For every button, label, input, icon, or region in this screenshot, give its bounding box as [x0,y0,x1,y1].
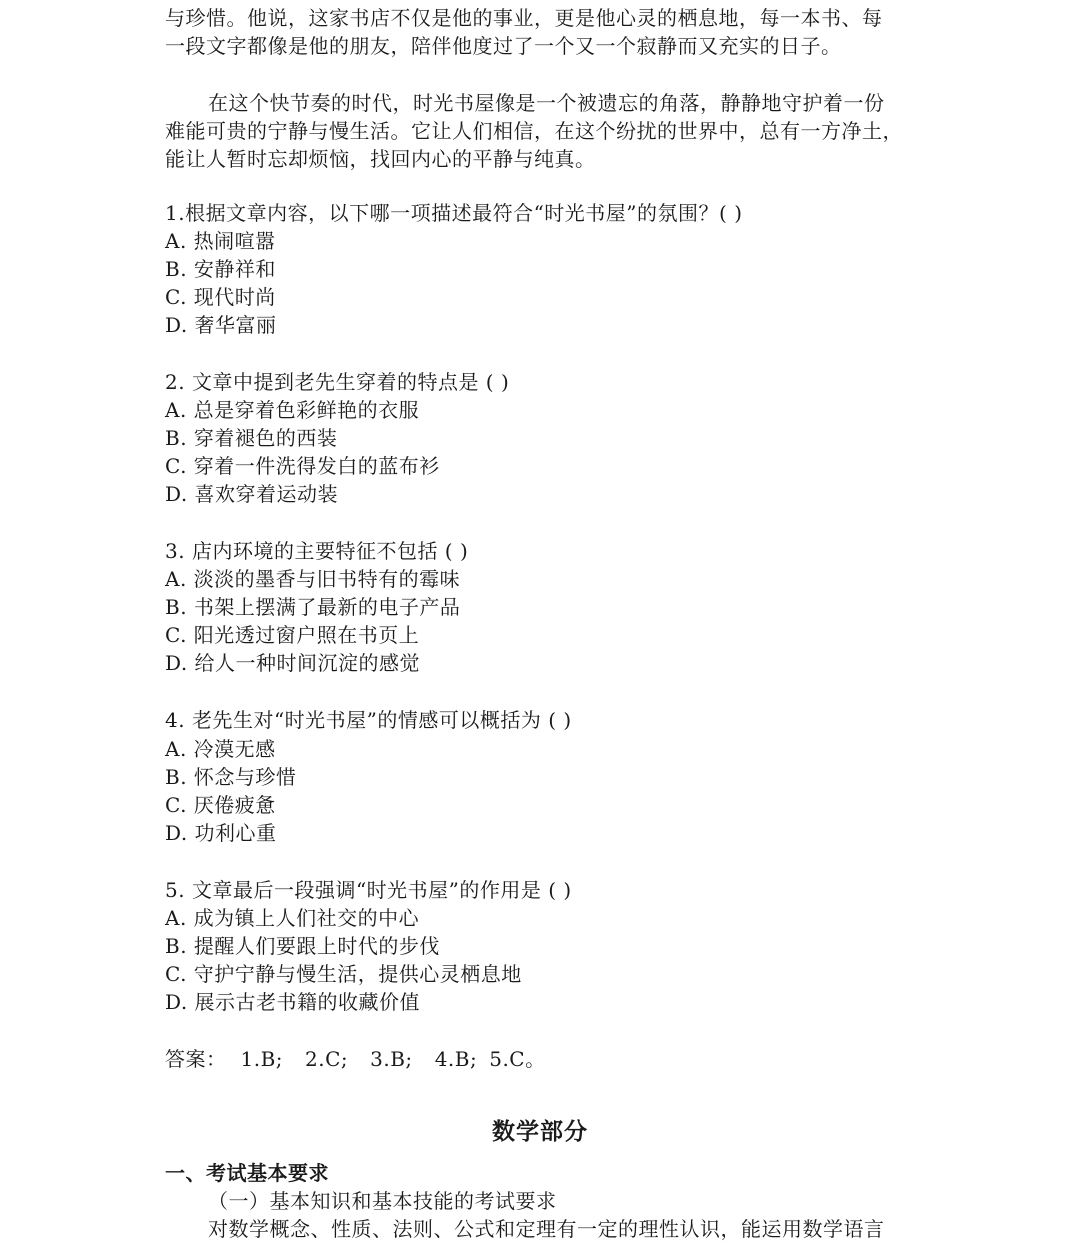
question-1-option-d: D. 奢华富丽 [165,313,277,337]
question-2-option-a: A. 总是穿着色彩鲜艳的衣服 [165,398,420,422]
question-2-option-d: D. 喜欢穿着运动装 [165,482,339,506]
question-3-stem: 3. 店内环境的主要特征不包括 ( ) [165,539,469,563]
answer-1: 1.B; [240,1047,284,1071]
question-3-option-d: D. 给人一种时间沉淀的感觉 [165,651,421,675]
question-3-option-b: B. 书架上摆满了最新的电子产品 [165,595,461,619]
answer-2: 2.C; [305,1047,349,1071]
question-3-option-a: A. 淡淡的墨香与旧书特有的霉味 [165,567,461,591]
question-4-stem: 4. 老先生对“时光书屋”的情感可以概括为 ( ) [165,708,572,732]
question-2-stem: 2. 文章中提到老先生穿着的特点是 ( ) [165,370,510,394]
question-4-option-c: C. 厌倦疲惫 [165,793,276,817]
question-5-stem: 5. 文章最后一段强调“时光书屋”的作用是 ( ) [165,878,572,902]
math-paragraph-line: 对数学概念、性质、法则、公式和定理有一定的理性认识，能运用数学语言 [208,1217,885,1241]
answer-3: 3.B; [370,1047,413,1071]
subsection-heading-1: （一）基本知识和基本技能的考试要求 [208,1189,557,1213]
question-1-option-c: C. 现代时尚 [165,285,276,309]
question-1-option-b: B. 安静祥和 [165,257,276,281]
passage-line: 能让人暂时忘却烦恼，找回内心的平静与纯真。 [165,147,596,171]
section-heading-1: 一、考试基本要求 [165,1161,329,1185]
question-5-option-c: C. 守护宁静与慢生活，提供心灵栖息地 [165,962,522,986]
question-1-stem: 1.根据文章内容，以下哪一项描述最符合“时光书屋”的氛围？( ) [165,201,743,225]
answer-4: 4.B; [434,1047,478,1071]
passage-line: 难能可贵的宁静与慢生活。它让人们相信，在这个纷扰的世界中，总有一方净土， [165,119,903,143]
math-section-title: 数学部分 [492,1119,588,1145]
question-2-option-c: C. 穿着一件洗得发白的蓝布衫 [165,454,440,478]
question-4-option-a: A. 冷漠无感 [165,737,276,761]
question-3-option-c: C. 阳光透过窗户照在书页上 [165,623,420,647]
question-5-option-a: A. 成为镇上人们社交的中心 [165,906,420,930]
question-1-option-a: A. 热闹喧嚣 [165,229,276,253]
question-4-option-b: B. 怀念与珍惜 [165,765,297,789]
answer-key [165,1045,568,1073]
question-2-option-b: B. 穿着褪色的西装 [165,426,338,450]
question-5-option-b: B. 提醒人们要跟上时代的步伐 [165,934,440,958]
answer-key-label: 答案： [165,1047,227,1071]
answer-5: 5.C。 [489,1047,546,1071]
question-4-option-d: D. 功利心重 [165,821,277,845]
passage-line: 一段文字都像是他的朋友，陪伴他度过了一个又一个寂静而又充实的日子。 [165,34,842,58]
passage-paragraph-start: 在这个快节奏的时代，时光书屋像是一个被遗忘的角落，静静地守护着一份 [208,91,885,115]
passage-line: 与珍惜。他说，这家书店不仅是他的事业，更是他心灵的栖息地，每一本书、每 [165,6,883,30]
question-5-option-d: D. 展示古老书籍的收藏价值 [165,990,421,1014]
